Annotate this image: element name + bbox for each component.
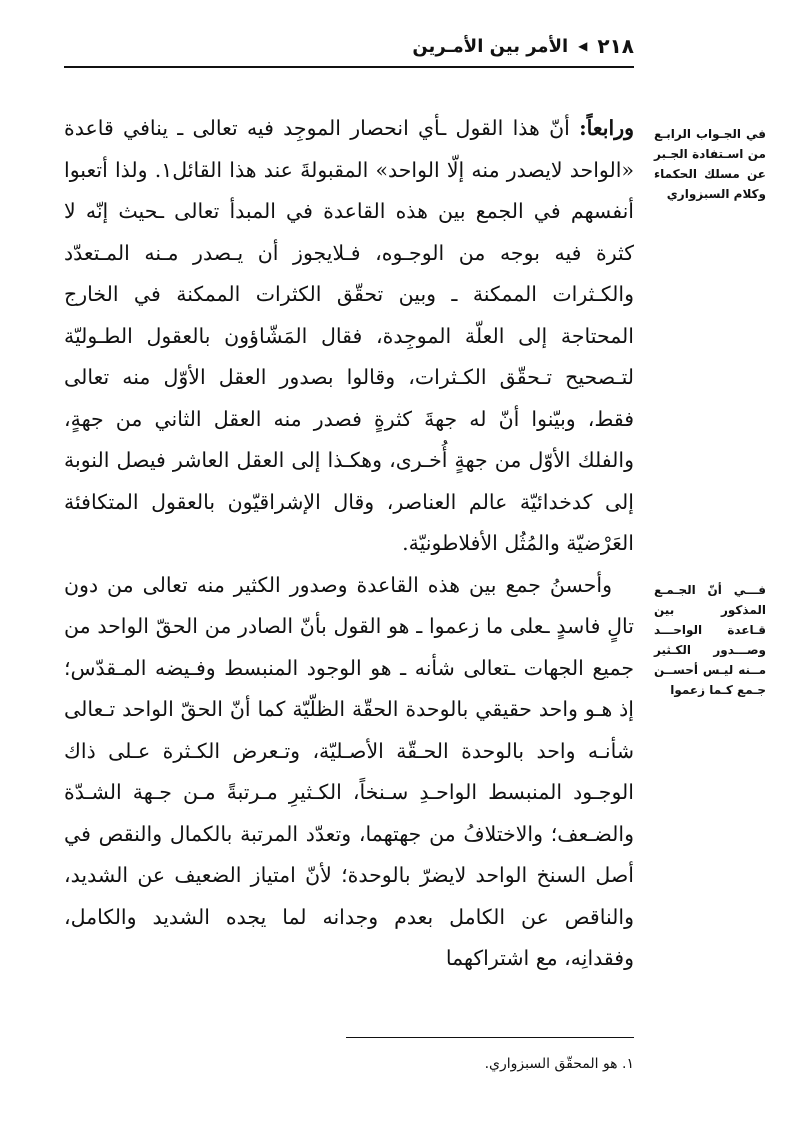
- arrow-left-icon: ◀: [578, 39, 588, 53]
- paragraph-2: وأحسنُ جمع بين هذه القاعدة وصدور الكثير منه تعالى من دون تالٍ فاسدٍ ـعلى ما زعموا ـ هو القول بأنّ الصادر من الحقّ الواحد من جميع الجهات ـتعالى شأنه ـ هو الوجود المنبسط وفـيضه المـقدّس؛ إذ هـو واحد حقيقي بالوحدة الحقّة الظلّيّة كما أنّ الحقّ الواحد تـعالى شأنـه واحد بالوحدة الحـقّة الأصـليّة، وتـعرض الكـثرة عـلى ذاك الوجـود المنبسط الواحـدِ سـنخاً، الكـثيرِ مـرتبةً مـن جـهة الشـدّة والضـعف؛ والاختلافُ من جهتهما، وتعدّد المرتبة بالكمال والنقص في أصل السنخ الواحد لايضرّ بالوحدة؛ لأنّ امتياز الضعيف عن الشديد، والناقص عن الكامل بعدم وجدانه لما يجده الشديد والكامل، وفقدانِه، مع اشتراكهما: [64, 572, 634, 970]
- page-number: ٢١٨: [597, 34, 634, 58]
- running-header: [64, 32, 634, 60]
- paragraph-lead: ورابعاً:: [579, 116, 634, 140]
- footnote-divider: [346, 1037, 634, 1038]
- paragraph-1-text: أنّ هذا القول ـأي انحصار الموجِد فيه تعالى ـ ينافي قاعدة «الواحد لايصدر منه إلّا الواحد» المقبولةَ عند هذا القائل١. ولذا أتعبوا أنفسهم في الجمع بين هذه القاعدة في المبدأ تعالى ـحيث إنّه لا كثرة فيه بوجه من الوجـوه، فـلايجوز أن يـصدر مـنه المـتعدّد والكـثرات الممكنة ـ وبين تحقّق الكثرات الممكنة في الخارج المحتاجة إلى العلّة الموجِدة، فقال المَشّاؤون بالعقول الطـوليّة لتـصحيح تـحقّق الكـثرات، وقالوا بصدور العقل الأوّل منه تعالى فقط، وبيّنوا أنّ له جهةَ كثرةٍ فصدر منه العقل الثاني من جهةٍ، والفلك الأوّل من جهةٍ أُخـرى، وهكـذا إلى العقل العاشر فيصل النوبة إلى كدخدائيّة عالم العناصر، وقال الإشراقيّون بالعقول المتكافئة العَرْضيّة والمُثُل الأفلاطونيّة.: [64, 116, 634, 555]
- running-title: الأمر بين الأمـرين: [412, 35, 569, 57]
- main-text: [64, 108, 634, 980]
- margin-note-2: فـــي أنّ الجـمـع المذكور بين قـاعدة الواحـــد وصـــدور الكـثير مــنه ليـس أحســن جـمع كـما زعموا: [654, 583, 766, 697]
- paragraph-1: [64, 108, 634, 565]
- header-divider: [64, 66, 634, 68]
- footnote: ١. هو المحقّق السبزواري.: [484, 1056, 634, 1072]
- margin-note-1: في الجـواب الرابـع من اسـتفادة الجـبر عن مسلك الحكماء وكلام السبزواري: [654, 127, 766, 201]
